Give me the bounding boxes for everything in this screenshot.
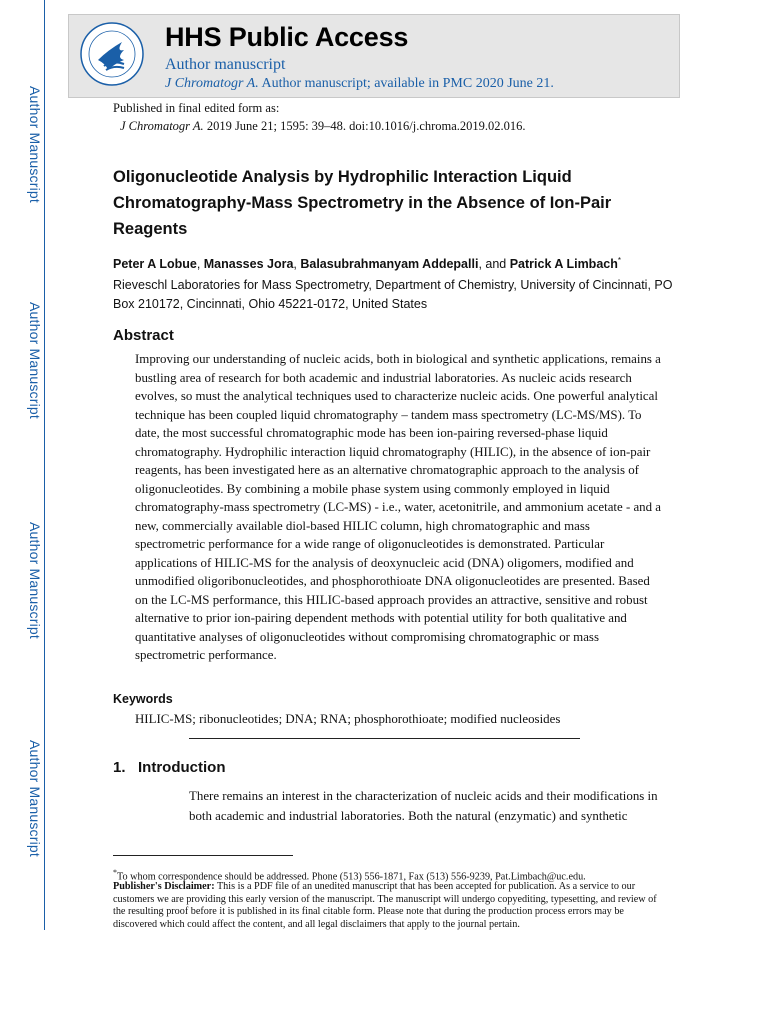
author-name: Peter A Lobue <box>113 257 197 272</box>
published-journal-abbrev: J Chromatogr A. <box>120 119 204 133</box>
side-label-author-manuscript: Author Manuscript <box>27 740 43 858</box>
introduction-heading: 1. Introduction <box>113 759 226 776</box>
header-journal-line <box>165 76 554 92</box>
header-subtitle: Author manuscript <box>165 56 286 73</box>
header-title: HHS Public Access <box>165 22 409 52</box>
disclaimer-text: This is a PDF file of an unedited manuscript that has been accepted for publication. As a service to our customers we are providing this early version of the manuscript. The manuscript will undergo copyediting, typesetting, and review of the resulting proof before it is published in its final citable form. Please note that during the production process errors may be discovered which could affect the content, and all legal disclaimers that apply to the journal pertain. <box>113 881 657 930</box>
publisher-disclaimer <box>113 881 658 931</box>
correspondence-text: To whom correspondence should be addressed. Phone (513) 556-1871, Fax (513) 556-9239, Pat.Limbach@uc.edu. <box>117 871 586 883</box>
introduction-text: There remains an interest in the characterization of nucleic acids and their modifications in both academic and industrial laboratories. Both the natural (enzymatic) and synthetic <box>189 789 658 823</box>
author-name: Balasubrahmanyam Addepalli <box>300 257 479 272</box>
header-availability: Author manuscript; available in PMC 2020 June 21. <box>258 76 554 91</box>
abstract-heading: Abstract <box>113 327 174 344</box>
hhs-eagle-seal-icon <box>78 20 146 88</box>
affiliation: Rieveschl Laboratories for Mass Spectrometry, Department of Chemistry, University of Cincinnati, PO Box 210172, Cincinnati, Ohio 45221-0172, United States <box>113 278 673 311</box>
abstract-text: Improving our understanding of nucleic acids, both in biological and synthetic applications, remains a bustling area of research for both academic and industrial laboratories. As nucleic acids research evolves, so must the analytical techniques used to characterize nucleic acids. One powerful analytical technique has been coupled liquid chromatography – tandem mass spectrometry (LC-MS/MS). To date, the most successful chromatographic mode has been ion-pairing reversed-phase liquid chromatography. Hydrophilic interaction liquid chromatography (HILIC), in the absence of ion-pair reagents, has been investigated here as an alternative chromatographic approach to the analysis of oligonucleotides. By combining a mobile phase system using commonly employed in liquid chromatography-mass spectrometry (LC-MS) - i.e., water, acetonitrile, and ammonium acetate - and a new, commercially available diol-based HILIC column, high chromatographic and mass spectrometric performance for a wide range of oligonucleotides is demonstrated. Particular applications of HILIC-MS for the analysis of deoxynucleic acid (DNA) oligomers, modified and unmodified oligoribonucleotides, and phosphorothioate DNA oligonucleotides are presented. Based on the LC-MS performance, this HILIC-based approach provides an attractive, sensitive and robust alternative to prior ion-pairing dependent methods with potential utility for both qualitative and quantitative analyses of oligonucleotides without compromising chromatographic or mass spectrometric performance. <box>135 352 662 662</box>
header-journal-abbrev: J Chromatogr A. <box>165 76 259 91</box>
section-divider <box>189 738 580 739</box>
keywords-text: HILIC-MS; ribonucleotides; DNA; RNA; phosphorothioate; modified nucleosides <box>135 712 561 726</box>
article-title: Oligonucleotide Analysis by Hydrophilic Interaction Liquid Chromatography-Mass Spectrometry in the Absence of Ion-Pair Reagents <box>113 168 612 238</box>
footnote-divider <box>113 855 293 856</box>
footnote-mark: * <box>113 868 117 877</box>
corresponding-author-mark: * <box>617 256 621 265</box>
published-note <box>113 99 526 135</box>
author-name: Manasses Jora <box>203 257 294 272</box>
published-citation: 2019 June 21; 1595: 39–48. doi:10.1016/j.chroma.2019.02.016. <box>203 119 526 133</box>
published-citation-line <box>113 117 526 135</box>
keywords-heading: Keywords <box>113 692 173 706</box>
author-conjunction: , and <box>478 257 510 272</box>
margin-rule <box>44 0 45 930</box>
published-label: Published in final edited form as: <box>113 101 280 115</box>
author-name: Patrick A Limbach <box>509 257 618 272</box>
side-label-author-manuscript: Author Manuscript <box>27 302 43 420</box>
author-list: Peter A Lobue, Manasses Jora, Balasubrahmanyam Addepalli, and Patrick A Limbach* <box>113 256 621 272</box>
side-label-author-manuscript: Author Manuscript <box>27 522 43 640</box>
side-label-author-manuscript: Author Manuscript <box>27 86 43 204</box>
disclaimer-label: Publisher's Disclaimer: <box>113 881 215 892</box>
